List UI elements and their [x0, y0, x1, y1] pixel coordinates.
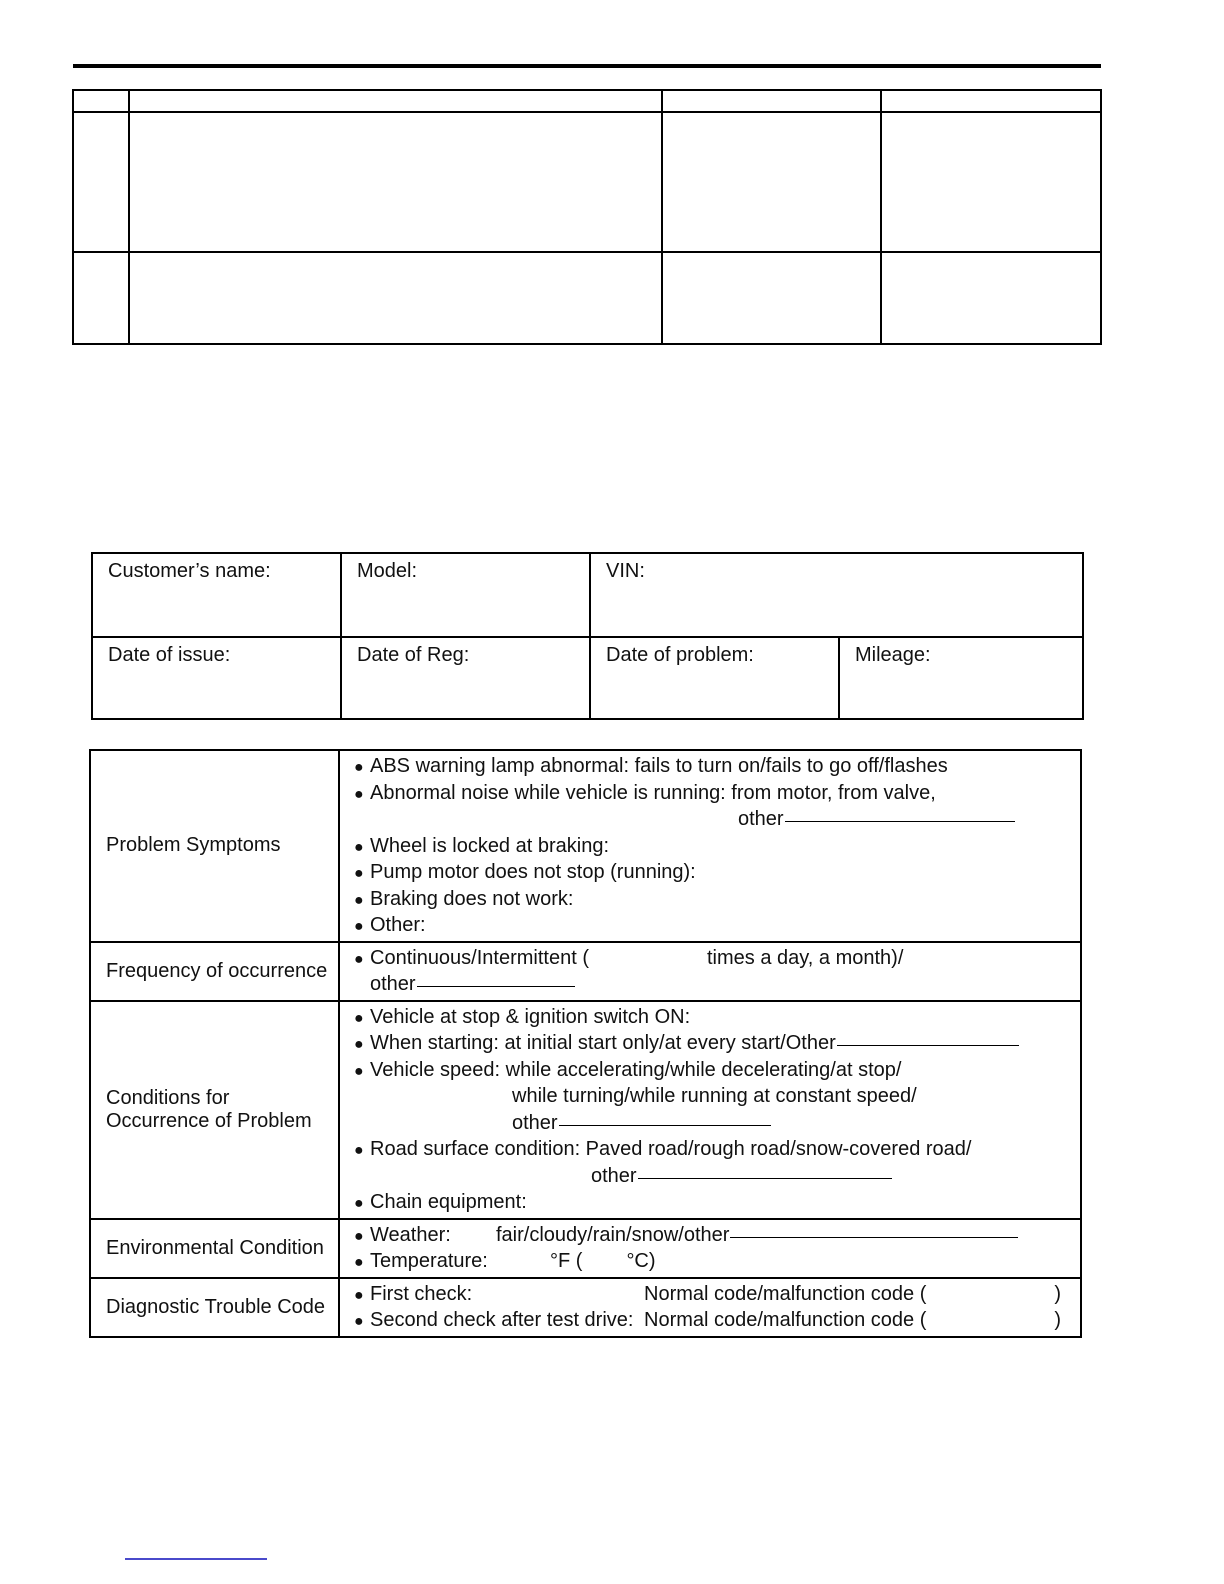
environment-label: Environmental Condition: [90, 1219, 339, 1278]
list-item: ● First check: Normal code/malfunction code ( ): [340, 1281, 1080, 1308]
date-of-reg-label: Date of Reg:: [357, 644, 470, 666]
bullet-icon: ●: [354, 1062, 364, 1080]
blank-cell: [881, 112, 1101, 252]
blank-step-table: [72, 89, 1102, 345]
dtc-content: [339, 1278, 1081, 1337]
problem-symptoms-label: Problem Symptoms: [90, 750, 339, 942]
list-item: ● Road surface condition: Paved road/rough road/snow-covered road/: [340, 1136, 1080, 1163]
list-item: ● Weather: fair/cloudy/rain/snow/other: [340, 1222, 1080, 1249]
weather-other-input-line[interactable]: [730, 1237, 1018, 1238]
date-of-problem-label: Date of problem:: [606, 644, 754, 666]
list-item: other: [340, 971, 1080, 998]
list-item: ● Braking does not work:: [340, 886, 1080, 913]
bullet-icon: ●: [354, 785, 364, 803]
blank-cell: [129, 252, 662, 344]
list-item: ● Wheel is locked at braking:: [340, 833, 1080, 860]
bullet-icon: ●: [354, 918, 364, 935]
frequency-other-input-line[interactable]: [417, 986, 575, 987]
list-item: other: [340, 806, 1080, 833]
date-of-reg-cell[interactable]: [341, 637, 590, 719]
mileage-label: Mileage:: [855, 644, 931, 666]
customer-name-cell[interactable]: [92, 553, 341, 637]
blank-cell: [662, 252, 881, 344]
frequency-label: Frequency of occurrence: [90, 942, 339, 1001]
blank-cell: [73, 112, 129, 252]
date-of-problem-cell[interactable]: [590, 637, 839, 719]
list-item: ● Vehicle speed: while accelerating/while decelerating/at stop/: [340, 1057, 1080, 1084]
bullet-icon: ●: [354, 950, 364, 968]
blank-cell: [73, 252, 129, 344]
problem-symptoms-content: [339, 750, 1081, 942]
bullet-icon: ●: [354, 865, 364, 882]
bullet-icon: ●: [354, 1227, 364, 1245]
other-input-line[interactable]: [785, 821, 1015, 822]
conditions-content: [339, 1001, 1081, 1219]
blank-cell: [129, 90, 662, 112]
bullet-icon: ●: [354, 1254, 364, 1271]
list-item: other: [340, 1163, 1080, 1190]
vin-label: VIN:: [606, 560, 645, 582]
model-label: Model:: [357, 560, 418, 582]
dtc-label: Diagnostic Trouble Code: [90, 1278, 339, 1337]
bullet-icon: ●: [354, 759, 364, 776]
customer-name-label: Customer’s name:: [108, 560, 271, 582]
list-item: ● Continuous/Intermittent ( times a day, a month)/: [340, 945, 1080, 972]
list-item: ● ABS warning lamp abnormal: fails to turn on/fails to go off/flashes: [340, 753, 1080, 780]
bullet-icon: ●: [354, 1195, 364, 1212]
bullet-icon: ●: [354, 1142, 364, 1159]
vehicle-info-table: [91, 552, 1084, 720]
blank-cell: [662, 90, 881, 112]
mileage-cell[interactable]: [839, 637, 1083, 719]
blank-cell: [129, 112, 662, 252]
list-item: ● Second check after test drive: Normal code/malfunction code ( ): [340, 1307, 1080, 1334]
list-item: ● Other:: [340, 912, 1080, 939]
bullet-icon: ●: [354, 1313, 364, 1330]
frequency-content: [339, 942, 1081, 1001]
bullet-icon: ●: [354, 1286, 364, 1304]
list-item: ● Abnormal noise while vehicle is running: from motor, from valve,: [340, 780, 1080, 807]
conditions-label: Conditions for Occurrence of Problem: [90, 1001, 339, 1219]
date-of-issue-label: Date of issue:: [108, 644, 231, 666]
speed-other-input-line[interactable]: [559, 1125, 771, 1126]
blank-cell: [73, 90, 129, 112]
blank-cell: [881, 90, 1101, 112]
list-item: ● Pump motor does not stop (running):: [340, 859, 1080, 886]
blank-cell: [881, 252, 1101, 344]
list-item: ● Chain equipment:: [340, 1189, 1080, 1216]
starting-other-input-line[interactable]: [837, 1045, 1019, 1046]
bullet-icon: ●: [354, 891, 364, 909]
blank-cell: [662, 112, 881, 252]
list-item: while turning/while running at constant speed/: [512, 1085, 917, 1107]
header-rule: [73, 64, 1101, 68]
date-of-issue-cell[interactable]: [92, 637, 341, 719]
vin-cell[interactable]: [590, 553, 1083, 637]
list-item: ● Vehicle at stop & ignition switch ON:: [340, 1004, 1080, 1031]
bullet-icon: ●: [354, 1036, 364, 1053]
footer-link-underline[interactable]: [125, 1558, 267, 1560]
questionnaire-table: [89, 749, 1082, 1338]
list-item: ● When starting: at initial start only/at every start/Other: [340, 1030, 1080, 1057]
environment-content: [339, 1219, 1081, 1278]
road-other-input-line[interactable]: [638, 1178, 892, 1179]
list-item: other: [340, 1110, 1080, 1137]
bullet-icon: ●: [354, 838, 364, 856]
model-cell[interactable]: [341, 553, 590, 637]
bullet-icon: ●: [354, 1009, 364, 1027]
list-item: ● Temperature: °F ( °C): [340, 1248, 1080, 1275]
